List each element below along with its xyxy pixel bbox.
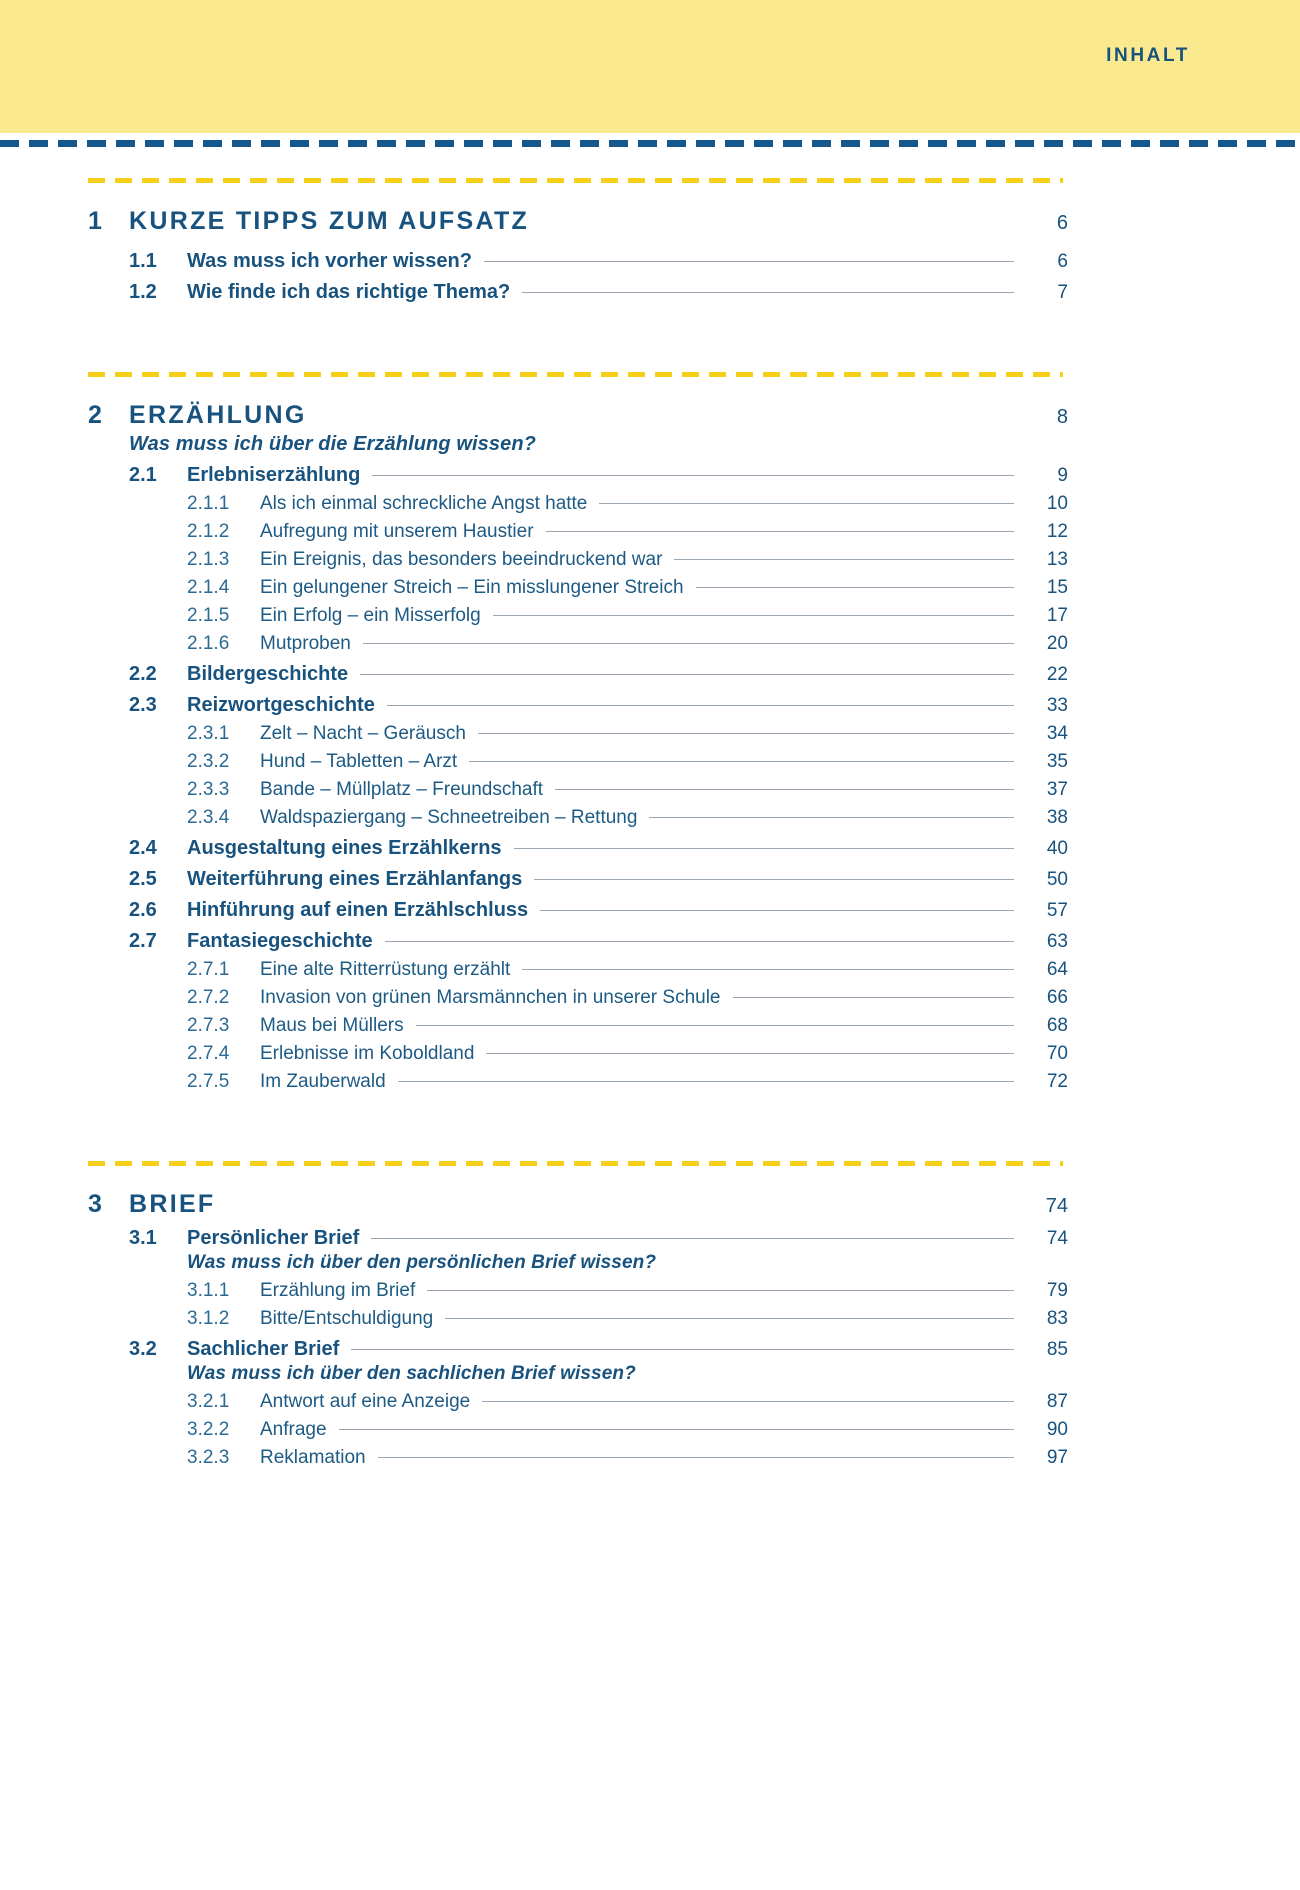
entry-label: Hund – Tabletten – Arzt <box>260 751 458 772</box>
entry-label: Persönlicher Brief <box>187 1227 360 1249</box>
entry-page-number: 17 <box>1046 605 1068 626</box>
entry-label: Maus bei Müllers <box>260 1015 404 1036</box>
entry-page-number: 72 <box>1046 1071 1068 1092</box>
leader-line <box>522 969 1014 970</box>
toc-entry-row[interactable] <box>187 959 1068 981</box>
toc-entry-row[interactable] <box>129 250 1068 273</box>
leader-line <box>514 848 1014 849</box>
entry-number: 2.1.4 <box>187 577 230 598</box>
toc-entry-row[interactable] <box>187 521 1068 543</box>
entry-label: Hinführung auf einen Erzählschluss <box>187 899 529 921</box>
leader-line <box>486 1053 1014 1054</box>
entry-page-number: 74 <box>1046 1228 1068 1249</box>
entry-page-number: 10 <box>1046 493 1068 514</box>
leader-line <box>387 705 1014 706</box>
entry-page-number: 38 <box>1046 807 1068 828</box>
chapter-subtitle: Was muss ich über die Erzählung wissen? <box>129 433 536 455</box>
toc-entry-row[interactable] <box>187 549 1068 571</box>
entry-number: 2.6 <box>129 899 157 921</box>
chapter-number: 3 <box>88 1190 102 1218</box>
entry-label: Eine alte Ritterrüstung erzählt <box>260 959 511 980</box>
entry-page-number: 57 <box>1046 900 1068 921</box>
entry-label: Ausgestaltung eines Erzählkerns <box>187 837 502 859</box>
entry-page-number: 15 <box>1046 577 1068 598</box>
toc-chapter-row[interactable] <box>88 401 1068 430</box>
leader-line <box>546 531 1014 532</box>
entry-label: Weiterführung eines Erzählanfangs <box>187 868 523 890</box>
entry-label: Reizwortgeschichte <box>187 694 375 716</box>
toc-entry-row[interactable] <box>129 868 1068 891</box>
leader-line <box>416 1025 1014 1026</box>
page-title: INHALT <box>1106 45 1190 66</box>
entry-number: 3.2.2 <box>187 1419 230 1440</box>
toc-entry-row[interactable] <box>187 1447 1068 1469</box>
entry-number: 2.7.4 <box>187 1043 230 1064</box>
part-divider-dashed <box>88 178 1063 183</box>
toc-entry-row[interactable] <box>187 1280 1068 1302</box>
entry-label: Mutproben <box>260 633 351 654</box>
entry-label: Anfrage <box>260 1419 327 1440</box>
header-band <box>0 0 1300 133</box>
entry-label: Zelt – Nacht – Geräusch <box>260 723 466 744</box>
toc-entry-row[interactable] <box>129 930 1068 953</box>
entry-number: 2.7.3 <box>187 1015 230 1036</box>
entry-page-number: 83 <box>1046 1308 1068 1329</box>
entry-page-number: 37 <box>1046 779 1068 800</box>
toc-entry-row[interactable] <box>129 663 1068 686</box>
part-spacer <box>88 304 1068 372</box>
entry-label: Ein Ereignis, das besonders beeindruckend war <box>260 549 663 570</box>
entry-label: Ein gelungener Streich – Ein misslungener Streich <box>260 577 684 598</box>
entry-number: 2.1.3 <box>187 549 230 570</box>
entry-page-number: 9 <box>1057 465 1068 486</box>
part-divider-dashed <box>88 372 1063 377</box>
entry-number: 2.1 <box>129 464 157 486</box>
entry-page-number: 85 <box>1046 1339 1068 1360</box>
toc-entry-row[interactable] <box>187 779 1068 801</box>
section-subtitle: Was muss ich über den sachlichen Brief wissen? <box>187 1363 636 1384</box>
entry-label: Erlebnisse im Koboldland <box>260 1043 475 1064</box>
leader-line <box>478 733 1014 734</box>
entry-label: Bildergeschichte <box>187 663 349 685</box>
header-divider-dashed <box>0 140 1300 147</box>
toc-entry-row[interactable] <box>187 605 1068 627</box>
entry-page-number: 50 <box>1046 869 1068 890</box>
entry-page-number: 70 <box>1046 1043 1068 1064</box>
entry-number: 2.1.2 <box>187 521 230 542</box>
leader-line <box>378 1457 1014 1458</box>
toc-part <box>88 372 1068 1093</box>
leader-line <box>649 817 1014 818</box>
entry-number: 3.2.3 <box>187 1447 230 1468</box>
part-spacer <box>88 1093 1068 1161</box>
leader-line <box>371 1238 1014 1239</box>
chapter-page-number: 6 <box>1056 212 1068 234</box>
leader-line <box>599 503 1014 504</box>
entry-number: 2.7.1 <box>187 959 230 980</box>
entry-number: 2.3.2 <box>187 751 230 772</box>
entry-label: Wie finde ich das richtige Thema? <box>187 281 511 303</box>
entry-page-number: 64 <box>1046 959 1068 980</box>
leader-line <box>534 879 1014 880</box>
entry-label: Antwort auf eine Anzeige <box>260 1391 471 1412</box>
toc-chapter-row[interactable] <box>88 1190 1068 1219</box>
chapter-title: ERZÄHLUNG <box>129 401 307 429</box>
entry-number: 2.5 <box>129 868 157 890</box>
leader-line <box>674 559 1014 560</box>
toc-entry-row[interactable] <box>129 1338 1068 1361</box>
entry-page-number: 34 <box>1046 723 1068 744</box>
toc-entry-row[interactable] <box>187 633 1068 655</box>
leader-line <box>522 292 1014 293</box>
entry-number: 2.1.1 <box>187 493 230 514</box>
entry-number: 2.3.4 <box>187 807 230 828</box>
entry-label: Als ich einmal schreckliche Angst hatte <box>260 493 588 514</box>
leader-line <box>398 1081 1014 1082</box>
toc-entry-row[interactable] <box>187 807 1068 829</box>
entry-number: 3.2 <box>129 1338 157 1360</box>
entry-number: 1.1 <box>129 250 157 272</box>
toc-entry-row[interactable] <box>187 751 1068 773</box>
toc-entry-row[interactable] <box>129 694 1068 717</box>
entry-number: 2.3.3 <box>187 779 230 800</box>
entry-page-number: 90 <box>1046 1419 1068 1440</box>
section-subtitle: Was muss ich über den persönlichen Brief wissen? <box>187 1252 657 1273</box>
entry-label: Erzählung im Brief <box>260 1280 416 1301</box>
table-of-contents <box>88 178 1068 1469</box>
toc-entry-row[interactable] <box>129 464 1068 487</box>
toc-entry-row[interactable] <box>187 723 1068 745</box>
leader-line <box>372 475 1014 476</box>
chapter-number: 2 <box>88 401 102 429</box>
entry-number: 1.2 <box>129 281 157 303</box>
toc-entry-row[interactable] <box>187 987 1068 1009</box>
entry-label: Invasion von grünen Marsmännchen in unserer Schule <box>260 987 721 1008</box>
entry-number: 3.1.2 <box>187 1308 230 1329</box>
leader-line <box>493 615 1014 616</box>
toc-entry-row[interactable] <box>187 1391 1068 1413</box>
entry-label: Aufregung mit unserem Haustier <box>260 521 534 542</box>
toc-entry-row[interactable] <box>129 899 1068 922</box>
leader-line <box>427 1290 1014 1291</box>
entry-number: 2.7 <box>129 930 157 952</box>
entry-page-number: 97 <box>1046 1447 1068 1468</box>
entry-number: 2.3.1 <box>187 723 230 744</box>
chapter-page-number: 8 <box>1056 406 1068 428</box>
entry-number: 2.7.2 <box>187 987 230 1008</box>
entry-label: Bitte/Entschuldigung <box>260 1308 434 1329</box>
chapter-title: BRIEF <box>129 1190 216 1218</box>
toc-entry-row[interactable] <box>187 577 1068 599</box>
leader-line <box>385 941 1014 942</box>
leader-line <box>445 1318 1014 1319</box>
entry-number: 2.1.5 <box>187 605 230 626</box>
entry-label: Waldspaziergang – Schneetreiben – Rettung <box>260 807 638 828</box>
leader-line <box>484 261 1014 262</box>
leader-line <box>696 587 1014 588</box>
leader-line <box>351 1349 1014 1350</box>
entry-page-number: 12 <box>1046 521 1068 542</box>
toc-entry-row[interactable] <box>187 1043 1068 1065</box>
entry-label: Erlebniserzählung <box>187 464 361 486</box>
chapter-page-number: 74 <box>1045 1195 1068 1217</box>
leader-line <box>555 789 1014 790</box>
entry-page-number: 35 <box>1046 751 1068 772</box>
entry-label: Ein Erfolg – ein Misserfolg <box>260 605 481 626</box>
toc-entry-row[interactable] <box>129 837 1068 860</box>
entry-label: Im Zauberwald <box>260 1071 386 1092</box>
toc-entry-row[interactable] <box>129 281 1068 304</box>
leader-line <box>469 761 1014 762</box>
toc-entry-row[interactable] <box>187 1071 1068 1093</box>
leader-line <box>339 1429 1014 1430</box>
entry-number: 2.7.5 <box>187 1071 230 1092</box>
entry-page-number: 22 <box>1046 664 1068 685</box>
entry-page-number: 68 <box>1046 1015 1068 1036</box>
entry-number: 3.1.1 <box>187 1280 230 1301</box>
toc-chapter-row[interactable] <box>88 207 1068 236</box>
toc-entry-row[interactable] <box>187 1308 1068 1330</box>
entry-page-number: 33 <box>1046 695 1068 716</box>
entry-page-number: 66 <box>1046 987 1068 1008</box>
leader-line <box>360 674 1014 675</box>
entry-number: 2.3 <box>129 694 157 716</box>
toc-entry-row[interactable] <box>129 1227 1068 1250</box>
entry-number: 3.1 <box>129 1227 157 1249</box>
entry-number: 3.2.1 <box>187 1391 230 1412</box>
part-divider-dashed <box>88 1161 1063 1166</box>
entry-page-number: 7 <box>1057 282 1068 303</box>
entry-number: 2.1.6 <box>187 633 230 654</box>
entry-label: Bande – Müllplatz – Freundschaft <box>260 779 544 800</box>
toc-entry-row[interactable] <box>187 1419 1068 1441</box>
toc-part <box>88 178 1068 304</box>
toc-entry-row[interactable] <box>187 493 1068 515</box>
toc-part <box>88 1161 1068 1469</box>
toc-entry-row[interactable] <box>187 1015 1068 1037</box>
entry-page-number: 63 <box>1046 931 1068 952</box>
entry-number: 2.2 <box>129 663 157 685</box>
leader-line <box>482 1401 1014 1402</box>
entry-label: Reklamation <box>260 1447 366 1468</box>
entry-page-number: 87 <box>1046 1391 1068 1412</box>
entry-page-number: 6 <box>1057 251 1068 272</box>
entry-page-number: 79 <box>1046 1280 1068 1301</box>
entry-page-number: 20 <box>1046 633 1068 654</box>
entry-page-number: 40 <box>1046 838 1068 859</box>
entry-label: Was muss ich vorher wissen? <box>187 250 472 272</box>
entry-label: Sachlicher Brief <box>187 1338 340 1360</box>
entry-number: 2.4 <box>129 837 157 859</box>
leader-line <box>363 643 1014 644</box>
leader-line <box>733 997 1015 998</box>
leader-line <box>540 910 1014 911</box>
chapter-title: KURZE TIPPS ZUM AUFSATZ <box>129 207 530 235</box>
entry-page-number: 13 <box>1046 549 1068 570</box>
entry-label: Fantasiegeschichte <box>187 930 373 952</box>
chapter-number: 1 <box>88 207 102 235</box>
